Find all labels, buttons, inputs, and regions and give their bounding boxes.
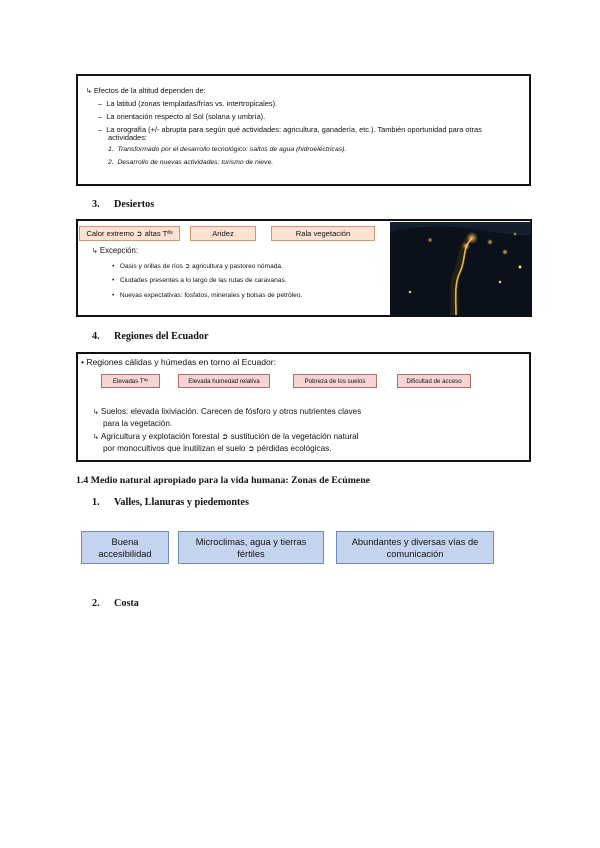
suelos-paragraph: ↳ Suelos: elevada lixiviación. Carecen de fósforo y otros nutrientes claves para la vegetación.: [93, 407, 362, 428]
list-item: – La latitud (zonas templadas/frías vs. intertropicales).: [98, 99, 278, 108]
bullet-icon: •: [112, 277, 115, 284]
hook-arrow-icon: ↳: [86, 88, 92, 95]
list-item: – La orografía (+/- abrupta para según qué actividades: agricultura, ganadería, etc.). También oportunidad para otras: [98, 125, 482, 134]
hook-arrow-icon: ↳: [93, 409, 99, 416]
box-microclimas: Microclimas, agua y tierras fértiles: [178, 531, 324, 564]
list-item: • Ciudades presentes a lo largo de las rutas de caravanas.: [112, 277, 287, 284]
pill-aridez: Aridez: [190, 226, 256, 241]
pill-elevadas-t: Elevadas Tªˢ: [101, 374, 160, 388]
bullet-icon: •: [112, 263, 115, 270]
numbered-item: 2. Desarrollo de nuevas actividades: turismo de nieve.: [108, 159, 274, 166]
list-item: – La orientación respecto al Sol (solana y umbría).: [98, 112, 266, 121]
pill-calor-extremo: Calor extremo ➲ altas Tªˢ: [79, 226, 180, 241]
numbered-item: 1. Transformado por el desarrollo tecnológico: saltos de agua (hidroeléctricas).: [108, 146, 347, 153]
pill-pobreza-suelos: Pobreza de los suelos: [293, 374, 377, 388]
list-item: • Oasis y orillas de ríos ➲ agricultura y pastoreo nómada.: [112, 263, 283, 270]
heading-valles: 1. Valles, Llanuras y piedemontes: [92, 497, 249, 508]
bullet-icon: •: [112, 292, 115, 299]
night-satellite-photo: [390, 222, 531, 315]
box-vias-comunicacion: Abundantes y diversas vías de comunicación: [336, 531, 494, 564]
heading-section-1-4: 1.4 Medio natural apropiado para la vida humana: Zonas de Ecúmene: [76, 475, 371, 486]
exception-label: ↳ Excepción:: [92, 246, 139, 255]
pill-dificultad-acceso: Dificultad de acceso: [397, 374, 471, 388]
bullet-icon: •: [81, 357, 85, 367]
altitude-title: ↳ Efectos de la altitud dependen de:: [86, 86, 206, 95]
heading-costa: 2. Costa: [92, 598, 139, 609]
agricultura-paragraph: ↳ Agricultura y explotación forestal ➲ sustitución de la vegetación natural por monocultivos que inutilizan el suelo ➲ pérdidas ecológicas.: [93, 432, 359, 453]
ecuador-intro: • Regiones cálidas y húmedas en torno al Ecuador:: [81, 357, 277, 367]
list-item: actividades:: [108, 133, 148, 142]
heading-regiones-ecuador: 4. Regiones del Ecuador: [92, 331, 209, 342]
altitude-effects-box: [76, 74, 531, 186]
pill-humedad: Elevada humedad relativa: [178, 374, 270, 388]
hook-arrow-icon: ↳: [93, 434, 99, 441]
box-buena-accesibilidad: Buena accesibilidad: [81, 531, 169, 564]
list-item: • Nuevas expectativas: fosfatos, minerales y bolsas de petróleo.: [112, 292, 303, 299]
hook-arrow-icon: ↳: [92, 248, 98, 255]
heading-desiertos: 3. Desiertos: [92, 199, 155, 210]
pill-rala-vegetacion: Rala vegetación: [271, 226, 375, 241]
